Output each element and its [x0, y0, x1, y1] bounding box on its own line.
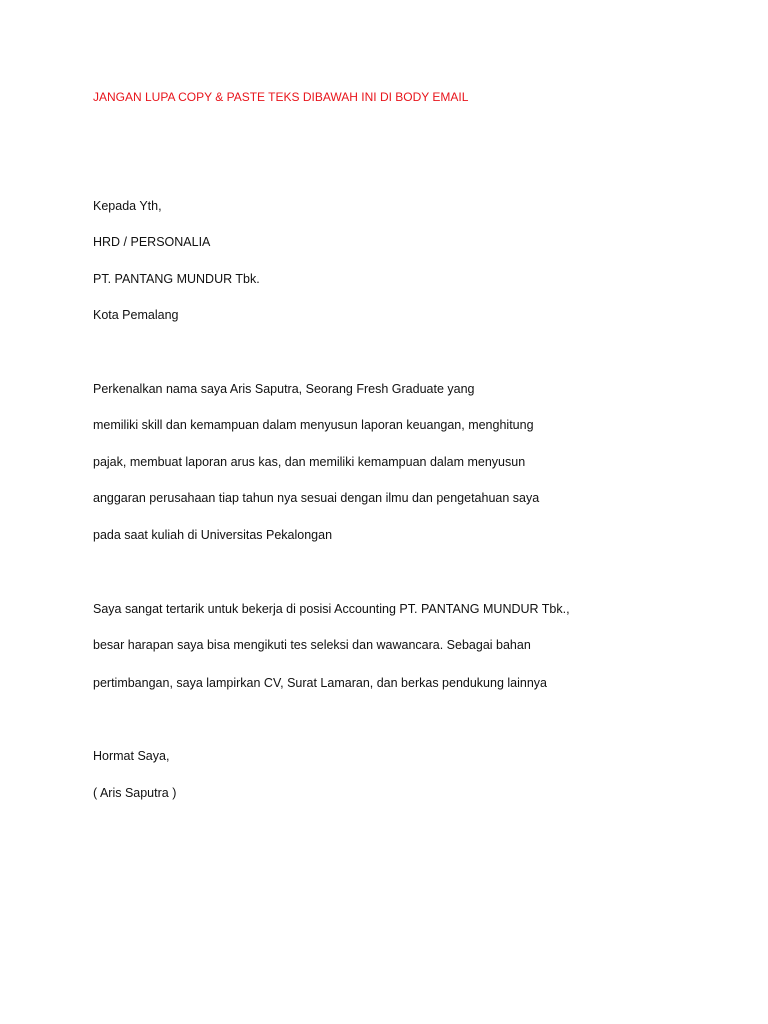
copy-paste-notice: JANGAN LUPA COPY & PASTE TEKS DIBAWAH INI DI BODY EMAIL [93, 90, 469, 104]
paragraph-line: Perkenalkan nama saya Aris Saputra, Seorang Fresh Graduate yang [93, 382, 475, 396]
recipient-city: Kota Pemalang [93, 308, 179, 322]
paragraph-line: Saya sangat tertarik untuk bekerja di posisi Accounting PT. PANTANG MUNDUR Tbk., [93, 602, 570, 616]
paragraph-line: memiliki skill dan kemampuan dalam menyusun laporan keuangan, menghitung [93, 418, 534, 432]
recipient-salutation: Kepada Yth, [93, 199, 162, 213]
paragraph-line: pertimbangan, saya lampirkan CV, Surat Lamaran, dan berkas pendukung lainnya [93, 676, 547, 690]
recipient-company: PT. PANTANG MUNDUR Tbk. [93, 272, 260, 286]
paragraph-line: pajak, membuat laporan arus kas, dan memiliki kemampuan dalam menyusun [93, 455, 526, 469]
paragraph-line: anggaran perusahaan tiap tahun nya sesuai dengan ilmu dan pengetahuan saya [93, 491, 540, 505]
closing-regards: Hormat Saya, [93, 749, 170, 763]
paragraph-line: pada saat kuliah di Universitas Pekalongan [93, 528, 333, 542]
signer-name: ( Aris Saputra ) [93, 786, 177, 800]
recipient-department: HRD / PERSONALIA [93, 235, 211, 249]
paragraph-line: besar harapan saya bisa mengikuti tes seleksi dan wawancara. Sebagai bahan [93, 638, 531, 652]
